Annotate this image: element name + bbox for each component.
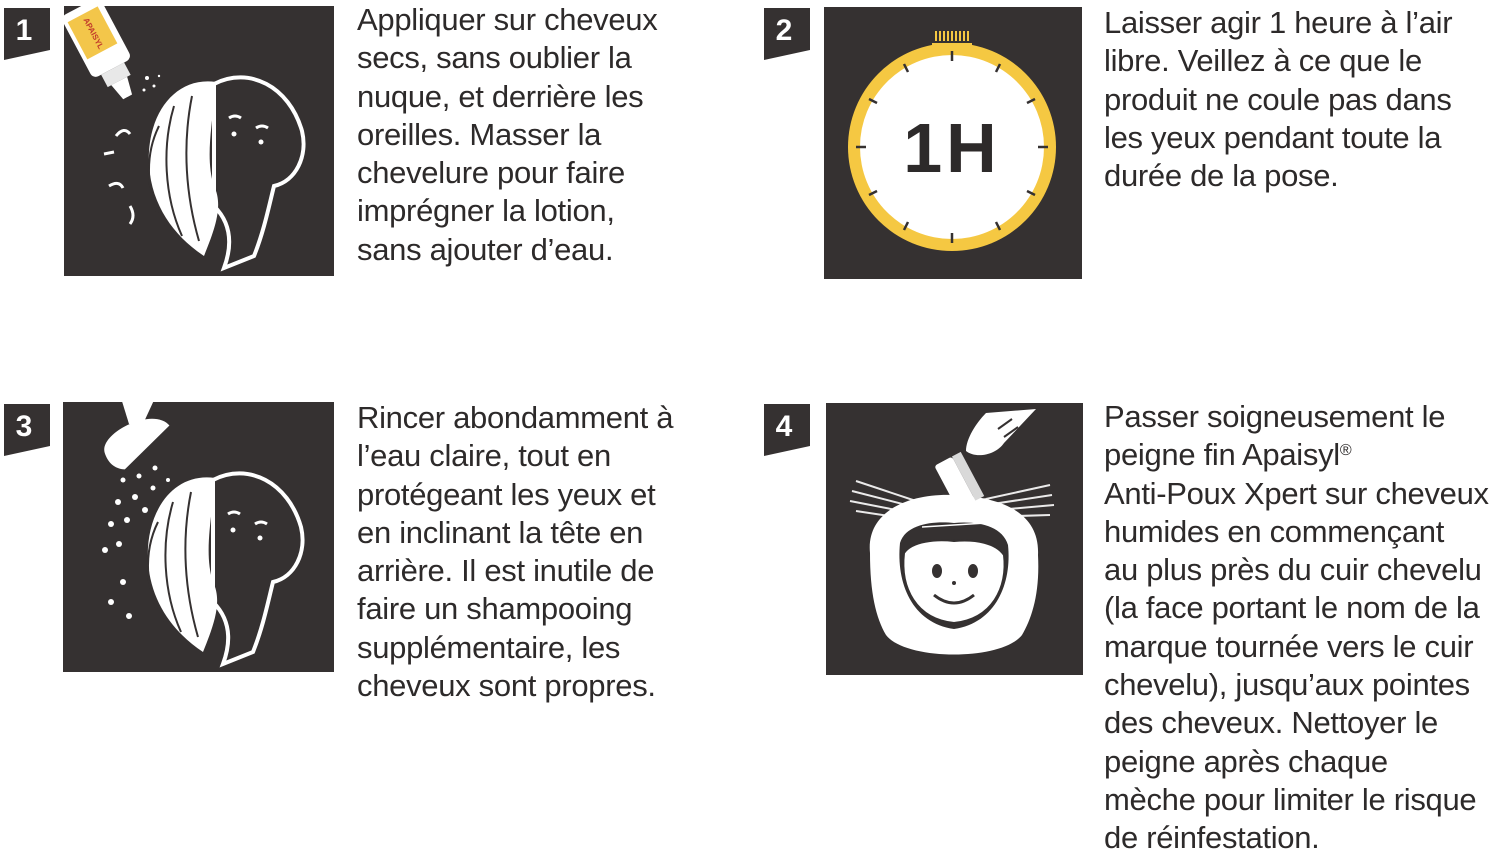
step-1-badge	[4, 8, 50, 60]
step-2-line: Laisser agir 1 heure à l’air	[1104, 5, 1453, 40]
head-profile-icon	[104, 77, 304, 268]
step-4-line: Passer soigneusement le	[1104, 399, 1446, 434]
step-3-line: l’eau claire, tout en	[357, 438, 611, 474]
step-4-line: (la face portant le nom de la	[1104, 590, 1480, 626]
step-4-line: marque tournée vers le cuir	[1104, 628, 1474, 664]
step-1-line: chevelure pour faire	[357, 155, 625, 191]
step-1-line: sans ajouter d’eau.	[357, 231, 614, 267]
step-3-number: 3	[15, 410, 33, 443]
lotion-bottle-icon	[64, 6, 160, 107]
step-4-line: chevelu), jusqu’aux pointes	[1104, 667, 1470, 703]
step-2-number: 2	[775, 14, 793, 47]
step-2-text	[1104, 4, 1452, 195]
step-3-line: protégeant les yeux et	[357, 476, 656, 512]
step-1-line: Appliquer sur cheveux	[357, 2, 658, 37]
timer-icon	[824, 7, 1082, 279]
step-4-line: des cheveux. Nettoyer le	[1104, 705, 1438, 741]
timer-label: 1H	[903, 109, 1001, 187]
step-4-line-text: peigne fin Apaisyl	[1104, 437, 1340, 473]
step-1-illustration	[64, 6, 334, 276]
step-3-line: en inclinant la tête en	[357, 514, 644, 550]
step-4-badge	[764, 404, 810, 456]
step-4-line: mèche pour limiter le risque	[1104, 781, 1477, 817]
step-4-line: au plus près du cuir chevelu	[1104, 552, 1482, 588]
step-4-line	[1104, 436, 1489, 474]
step-4-number: 4	[775, 410, 793, 443]
step-1-line: nuque, et derrière les	[357, 78, 644, 114]
step-2-line: libre. Veillez à ce que le	[1104, 43, 1422, 79]
step-4-illustration	[826, 403, 1083, 675]
step-3-illustration	[63, 402, 334, 672]
step-1-line: imprégner la lotion,	[357, 193, 615, 229]
step-1-number: 1	[15, 14, 33, 47]
step-3-line: Rincer abondamment à	[357, 400, 674, 435]
step-3-line: arrière. Il est inutile de	[357, 553, 655, 589]
head-profile-icon	[148, 473, 303, 664]
step-4-line: humides en commençant	[1104, 513, 1445, 549]
bottle-brand-label: APAISYL	[81, 16, 106, 51]
step-1-line: oreilles. Masser la	[357, 116, 602, 152]
step-2-illustration	[824, 7, 1082, 279]
step-3-text	[357, 399, 673, 705]
step-2-line: durée de la pose.	[1104, 158, 1339, 194]
registered-mark: ®	[1339, 442, 1352, 460]
step-2-line: produit ne coule pas dans	[1104, 81, 1452, 117]
step-4-text	[1104, 398, 1489, 858]
step-4-line: de réinfestation.	[1104, 820, 1320, 856]
step-3-badge	[4, 404, 50, 456]
step-2-badge	[764, 8, 810, 60]
step-1-text	[357, 1, 657, 269]
step-1-line: secs, sans oublier la	[357, 40, 632, 76]
step-4-line: peigne après chaque	[1104, 743, 1388, 779]
step-3-line: cheveux sont propres.	[357, 668, 656, 704]
step-4-line: Anti-Poux Xpert sur cheveux	[1104, 475, 1489, 511]
step-3-line: supplémentaire, les	[357, 629, 621, 665]
step-3-line: faire un shampooing	[357, 591, 633, 627]
step-2-line: les yeux pendant toute la	[1104, 119, 1442, 155]
